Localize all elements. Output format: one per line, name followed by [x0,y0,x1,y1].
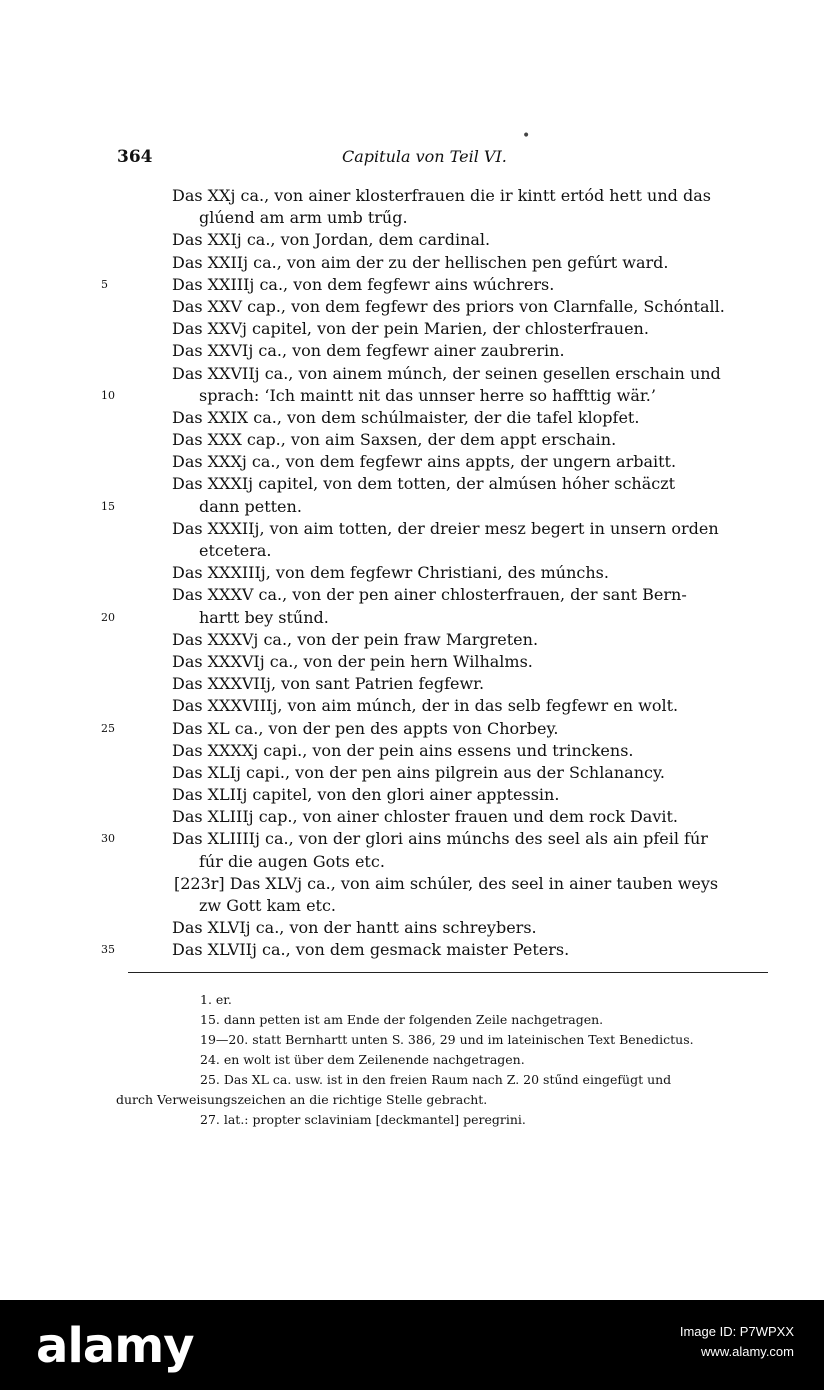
text-line [0,473,824,495]
text-line [0,496,824,518]
line-text: Das XXXj ca., von dem fegfewr ains appts, der ungern arbaitt. [172,452,677,472]
line-text: zw Gott kam etc. [199,896,337,915]
footer-meta [680,1322,794,1362]
footnote-text: 15. dann petten ist am Ende der folgenden Zeile nachgetragen. [200,1012,604,1027]
footnote [0,1010,824,1030]
footnote [0,1090,824,1110]
text-line [0,939,824,961]
line-text: Das XXj ca., von ainer klosterfrauen die ir kintt ertód hett und das [172,186,711,205]
line-text: Das XXXVj ca., von der pein fraw Margreten. [172,629,539,649]
text-line [0,252,824,274]
footnote-text: 19—20. statt Bernhartt unten S. 386, 29 und im lateinischen Text Benedictus. [200,1032,694,1047]
line-text: Das XXVIj ca., von dem fegfewr ainer zaubrerin. [172,341,565,361]
line-text: Das XXV cap., von dem fegfewr des priors von Clarnfalle, Schóntall. [172,296,725,316]
footnote-text: 25. Das XL ca. usw. ist in den freien Raum nach Z. 20 stűnd eingefügt und [200,1072,672,1087]
line-text: Das XXXIIIj, von dem fegfewr Christiani, des múnchs. [172,563,609,583]
line-number: 30 [101,832,115,846]
line-text: Das XXXXj capi., von der pein ains essens und trinckens. [172,740,634,760]
text-line [0,673,824,695]
footnotes [0,990,824,1130]
text-line [0,695,824,717]
text-line [0,185,824,207]
line-text: etcetera. [199,541,272,560]
text-line [0,784,824,806]
text-line [0,584,824,606]
line-text: fúr die augen Gots etc. [199,851,385,871]
footnote [0,1030,824,1050]
text-line [0,651,824,673]
running-head: Capitula von Teil VI. [342,147,507,166]
footnote [0,990,824,1010]
line-text: Das XXIIIj ca., von dem fegfewr ains wúchrers. [172,274,555,294]
text-line [0,318,824,340]
line-text: Das XXXIIj, von aim totten, der dreier mesz begert in unsern orden [172,518,719,538]
footnote [0,1070,824,1090]
line-text: Das XXX cap., von aim Saxsen, der dem appt erschain. [172,430,617,450]
footnote [0,1110,824,1130]
text-line [0,363,824,385]
text-line [0,607,824,629]
line-text: Das XXXVIj ca., von der pein hern Wilhalms. [172,651,533,671]
line-text: Das XLVIIj ca., von dem gesmack maister Peters. [172,940,570,960]
page-header [117,147,767,171]
line-number: 35 [101,943,115,957]
footnote-text: 24. en wolt ist über dem Zeilenende nachgetragen. [200,1052,525,1067]
text-line [0,806,824,828]
text-line [0,740,824,762]
line-text: Das XXVIIj ca., von ainem múnch, der seinen gesellen erschain und [172,363,721,383]
text-line [0,895,824,917]
text-line [0,340,824,362]
line-text: Das XL ca., von der pen des appts von Chorbey. [172,718,559,738]
text-line [0,385,824,407]
text-line [0,851,824,873]
footnote-text: 1. er. [200,992,232,1007]
line-number: 15 [101,499,115,513]
line-text: hartt bey stűnd. [199,607,329,627]
image-id: Image ID: P7WPXX [679,1324,794,1339]
text-line [0,296,824,318]
text-line [0,274,824,296]
line-text: Das XXXVIIj, von sant Patrien fegfewr. [172,674,485,694]
text-line [0,407,824,429]
text-line [0,562,824,584]
line-text: dann petten. [199,496,302,516]
line-text: Das XXXIj capitel, von dem totten, der almúsen hóher schäczt [172,474,676,494]
line-text: glúend am arm umb trűg. [199,208,408,228]
line-number: 25 [101,721,115,735]
line-text: Das XLIj capi., von der pen ains pilgrein aus der Schlanancy. [172,762,665,782]
line-number: 10 [101,388,115,402]
line-text: Das XXXVIIIj, von aim múnch, der in das selb fegfewr en wolt. [172,696,679,716]
chapter-list [0,185,824,962]
footnote-text: 27. lat.: propter sclaviniam [deckmantel] peregrini. [200,1112,526,1127]
page-number: 364 [117,147,153,167]
line-text: Das XLVIj ca., von der hantt ains schreybers. [172,918,537,938]
text-line [0,229,824,251]
brand-logo: alamy [36,1318,194,1374]
footnote-text: durch Verweisungszeichen an die richtige Stelle gebracht. [116,1092,488,1107]
text-line [0,429,824,451]
line-number: 5 [101,277,108,291]
line-text: Das XLIIj capitel, von den glori ainer apptessin. [172,785,560,805]
text-line [0,718,824,740]
line-text: Das XXIX ca., von dem schúlmaister, der die tafel klopfet. [172,407,640,427]
line-text: Das XLIIIIj ca., von der glori ains múnchs des seel als ain pfeil fúr [172,829,708,849]
text-line [0,762,824,784]
line-text: Das XXVj capitel, von der pein Marien, der chlosterfrauen. [172,319,649,339]
text-line [0,540,824,562]
text-line [0,828,824,850]
line-number: 20 [101,610,115,624]
site-url: www.alamy.com [701,1344,794,1359]
line-text: Das XXIj ca., von Jordan, dem cardinal. [172,230,491,250]
line-text: Das XXXV ca., von der pen ainer chlosterfrauen, der sant Bern- [172,585,687,605]
line-text: [223r] Das XLVj ca., von aim schúler, des seel in ainer tauben weys [174,873,719,893]
footnote-divider [128,972,768,974]
footnote [0,1050,824,1070]
watermark-footer [0,1300,824,1390]
text-line [0,917,824,939]
line-text: Das XLIIIj cap., von ainer chloster frauen und dem rock Davit. [172,807,679,827]
text-line [0,207,824,229]
text-line [0,518,824,540]
stray-mark: • [522,128,531,144]
text-line [0,451,824,473]
line-text: sprach: ‘Ich maintt nit das unnser herre so haffttig wär.’ [199,385,656,405]
text-line [0,629,824,651]
line-text: Das XXIIj ca., von aim der zu der hellischen pen gefúrt ward. [172,252,669,272]
text-line [0,873,824,895]
